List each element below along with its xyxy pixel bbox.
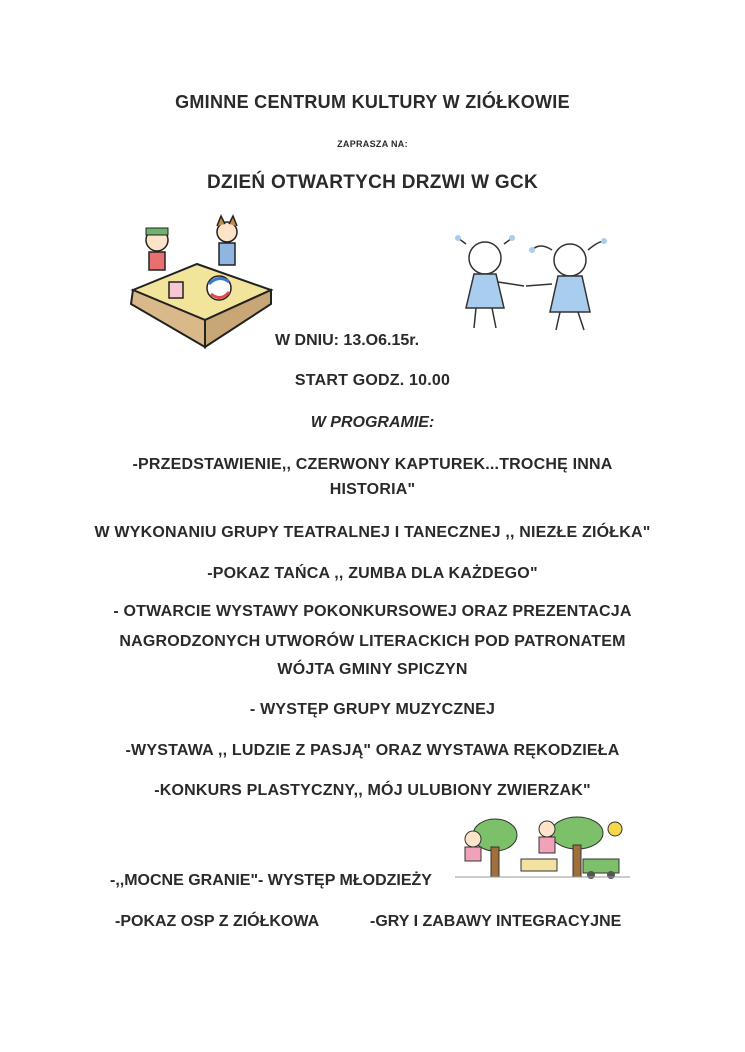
invites-text: ZAPRASZA NA: [337, 139, 408, 149]
program-item-1-line-2: HISTORIA" [329, 481, 416, 498]
program-item-4-line-2: NAGRODZONYCH UTWORÓW LITERACKICH POD PATRONATEM [119, 633, 626, 650]
program-item-2: W WYKONANIU GRUPY TEATRALNEJ I TANECZNEJ ,, NIEZŁE ZIÓŁKA" [94, 524, 651, 541]
program-item-10: -GRY I ZABAWY INTEGRACYJNE [370, 913, 622, 930]
program-item-8: -,,MOCNE GRANIE"- WYSTĘP MŁODZIEŻY [110, 872, 432, 889]
program-item-3: -POKAZ TAŃCA ,, ZUMBA DLA KAŻDEGO" [207, 565, 538, 582]
program-item-9: -POKAZ OSP Z ZIÓŁKOWA [115, 913, 320, 930]
program-item-5: - WYSTĘP GRUPY MUZYCZNEJ [249, 701, 496, 718]
event-title: DZIEŃ OTWARTYCH DRZWI W GCK [206, 172, 539, 193]
event-date: W DNIU: 13.O6.15r. [275, 332, 420, 349]
organizer-title: GMINNE CENTRUM KULTURY W ZIÓŁKOWIE [175, 92, 570, 112]
children-trees-illustration [455, 815, 630, 883]
program-item-6: -WYSTAWA ,, LUDZIE Z PASJĄ" ORAZ WYSTAWA RĘKODZIEŁA [125, 742, 620, 759]
start-time: START GODZ. 10.00 [294, 372, 451, 389]
two-girls-illustration [452, 232, 612, 334]
sandbox-kids-illustration [125, 212, 275, 354]
program-item-4-line-1: - OTWARCIE WYSTAWY POKONKURSOWEJ ORAZ PREZENTACJA [113, 603, 632, 620]
program-item-7: -KONKURS PLASTYCZNY,, MÓJ ULUBIONY ZWIERZAK" [154, 782, 591, 799]
program-item-1-line-1: -PRZEDSTAWIENIE,, CZERWONY KAPTUREK...TROCHĘ INNA [132, 456, 613, 473]
program-heading: W PROGRAMIE: [310, 414, 435, 431]
program-item-4-line-3: WÓJTA GMINY SPICZYN [277, 661, 468, 678]
